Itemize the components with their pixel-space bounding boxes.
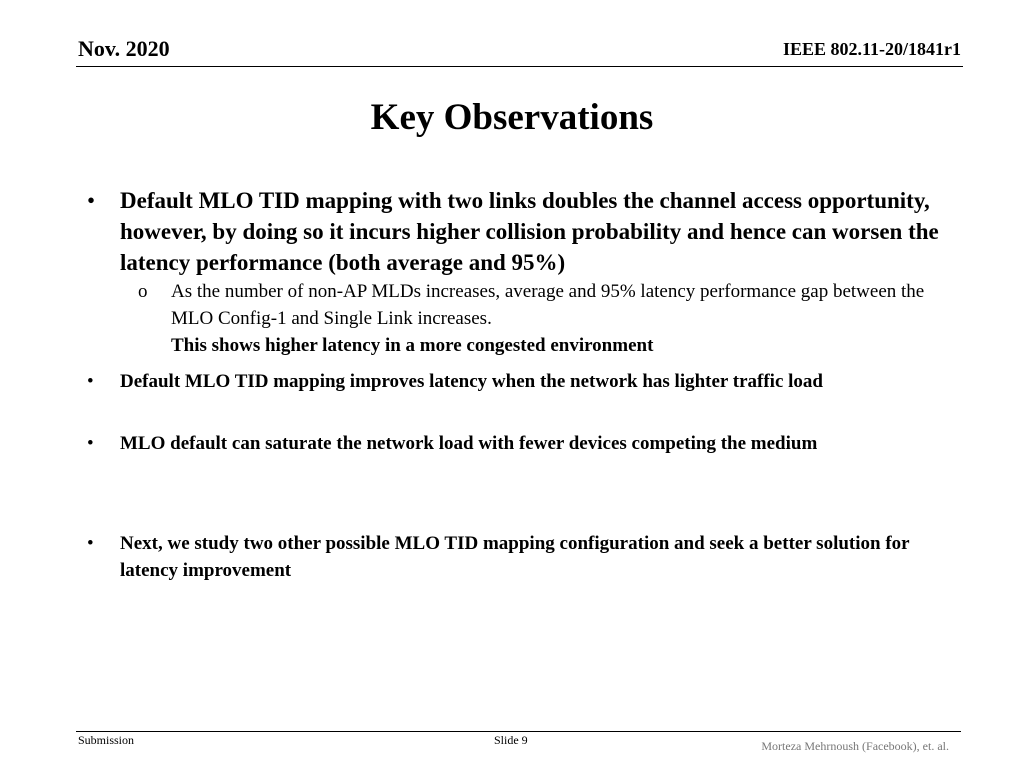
bullet-text: MLO default can saturate the network load with fewer devices competing the medium bbox=[120, 433, 818, 454]
slide-title: Key Observations bbox=[370, 97, 654, 138]
header-date: Nov. 2020 bbox=[78, 36, 170, 61]
bullet-text: Default MLO TID mapping improves latency when the network has lighter traffic load bbox=[120, 371, 823, 392]
footer-slide-number: Slide 9 bbox=[494, 733, 528, 747]
bullet-item bbox=[87, 530, 960, 584]
bullet-marker: • bbox=[87, 188, 96, 213]
footer-submission: Submission bbox=[78, 733, 135, 747]
sub-bullet-item bbox=[138, 278, 941, 359]
bullet-marker: • bbox=[87, 371, 94, 392]
bullet-item bbox=[87, 368, 960, 395]
sub-bullet-marker: o bbox=[138, 281, 148, 302]
bullet-item bbox=[87, 185, 960, 278]
sub-bullet-emphasis: This shows higher latency in a more congested environment bbox=[171, 335, 654, 356]
bullet-text: Next, we study two other possible MLO TID mapping configuration and seek a better solution for latency improvement bbox=[120, 533, 910, 581]
footer-author: Morteza Mehrnoush (Facebook), et. al. bbox=[761, 739, 949, 753]
bullet-item bbox=[87, 430, 960, 457]
header-document-id: IEEE 802.11-20/1841r1 bbox=[782, 39, 961, 59]
bullet-marker: • bbox=[87, 433, 94, 454]
bullet-marker: • bbox=[87, 533, 94, 554]
footer-divider bbox=[76, 731, 961, 732]
header-divider bbox=[76, 66, 963, 67]
sub-bullet-text: As the number of non-AP MLDs increases, average and 95% latency performance gap between the MLO Config-1 and Single Link increases. bbox=[171, 281, 925, 329]
bullet-text: Default MLO TID mapping with two links doubles the channel access opportunity, however, by doing so it incurs higher collision probability and hence can worsen the latency performance (both average and 95%) bbox=[120, 188, 939, 275]
